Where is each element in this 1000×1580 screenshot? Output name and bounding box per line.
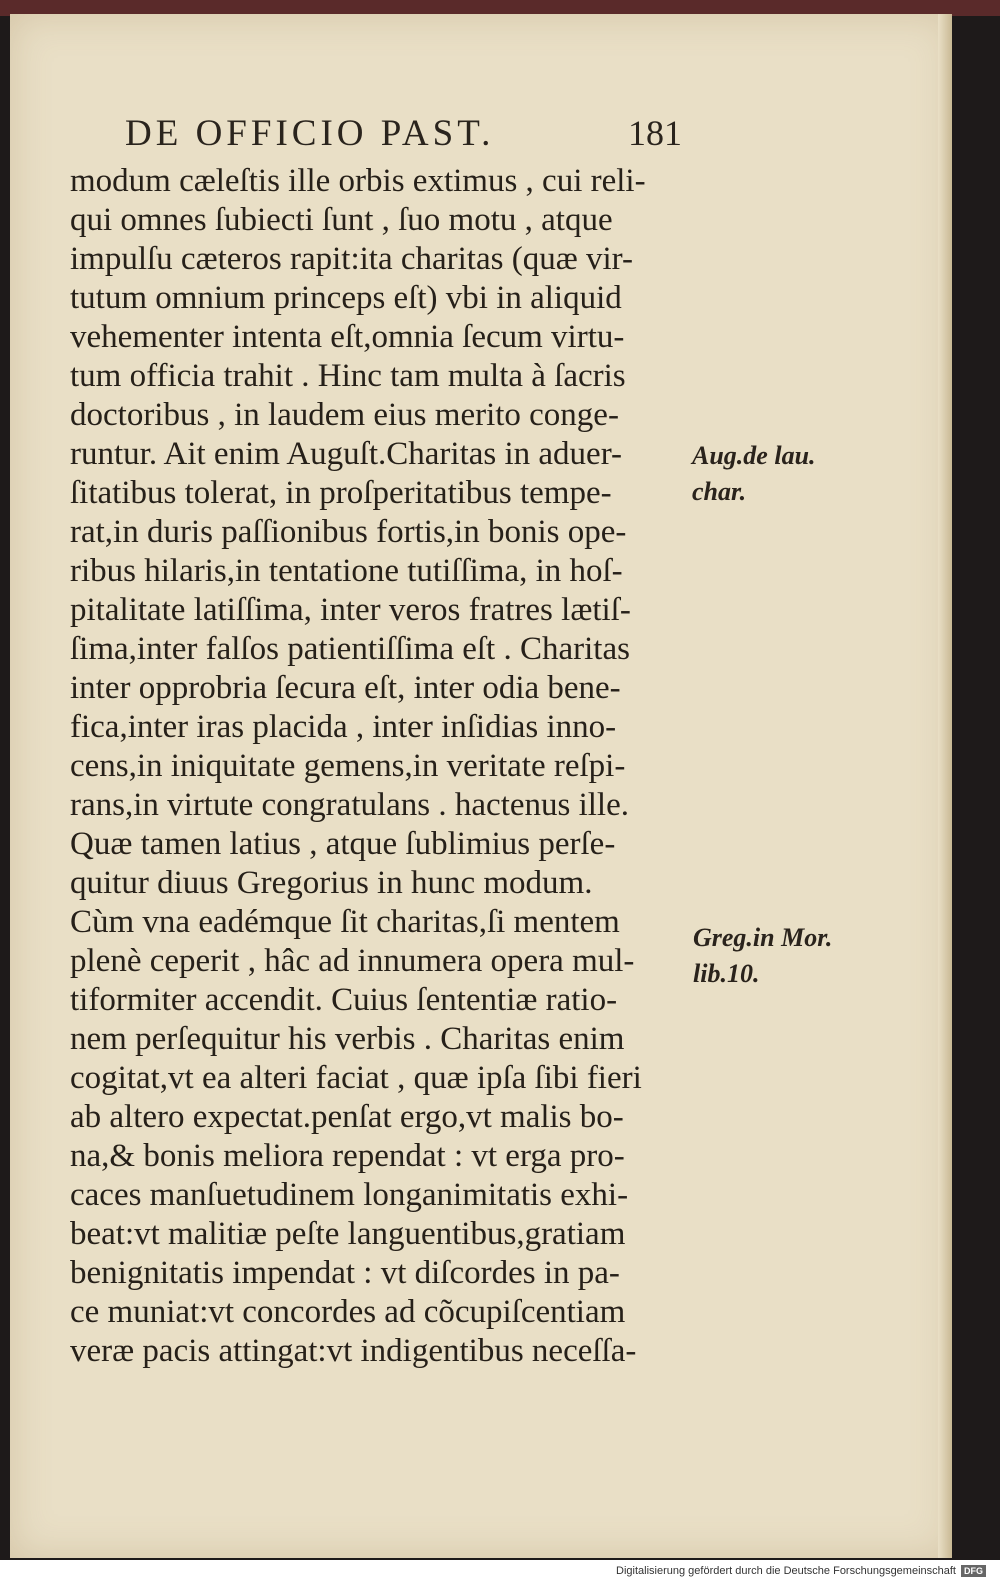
text-line: rat,in duris paſſionibus fortis,in bonis ope- — [70, 514, 627, 550]
page-number: 181 — [628, 113, 682, 153]
text-line: veræ pacis attingat:vt indigentibus neceſſa- — [70, 1333, 637, 1369]
text-line: ce muniat:vt concordes ad cõcupiſcentiam — [70, 1294, 626, 1330]
text-line: benignitatis impendat : vt diſcordes in pa- — [70, 1255, 620, 1291]
text-line: beat:vt malitiæ peſte languentibus,gratiam — [70, 1216, 626, 1252]
text-line: tutum omnium princeps eſt) vbi in aliquid — [70, 280, 622, 316]
text-line: tum officia trahit . Hinc tam multa à ſacris — [70, 358, 626, 394]
text-line: na,& bonis meliora rependat : vt erga pro- — [70, 1138, 625, 1174]
footer — [0, 1560, 1000, 1580]
margin-note-line: Greg.in Mor. — [693, 923, 833, 952]
text-line: rans,in virtute congratulans . hactenus ille. — [70, 787, 630, 823]
text-line: Quæ tamen latius , atque ſublimius perſe- — [70, 826, 616, 862]
running-title: DE OFFICIO PAST. — [125, 113, 495, 154]
dfg-logo: DFG — [961, 1565, 986, 1577]
text-line: ſitatibus tolerat, in proſperitatibus tempe- — [70, 475, 612, 511]
text-line: runtur. Ait enim Auguſt.Charitas in aduer- — [70, 436, 623, 472]
text-line: ribus hilaris,in tentatione tutiſſima, in hoſ- — [70, 553, 623, 589]
text-line: doctoribus , in laudem eius merito conge- — [70, 397, 619, 433]
text-line: fica,inter iras placida , inter inſidias inno- — [70, 709, 617, 745]
body-text — [70, 162, 690, 1371]
text-line: inter opprobria ſecura eſt, inter odia bene- — [70, 670, 621, 706]
text-line: quitur diuus Gregorius in hunc modum. — [70, 865, 593, 901]
text-line: tiformiter accendit. Cuius ſententiæ ratio- — [70, 982, 618, 1018]
text-line: caces manſuetudinem longanimitatis exhi- — [70, 1177, 629, 1213]
text-line: vehementer intenta eſt,omnia ſecum virtu- — [70, 319, 625, 355]
text-line: plenè ceperit , hâc ad innumera opera mul- — [70, 943, 635, 979]
text-line: impulſu cæteros rapit:ita charitas (quæ vir- — [70, 241, 633, 277]
text-line: ſima,inter falſos patientiſſima eſt . Charitas — [70, 631, 630, 667]
text-line: Cùm vna eadémque ſit charitas,ſi mentem — [70, 904, 620, 940]
margin-note-augustine — [692, 438, 816, 510]
margin-note-line: Aug.de lau. — [692, 441, 816, 470]
footer-credit: Digitalisierung gefördert durch die Deutsche Forschungsgemeinschaft — [616, 1565, 956, 1577]
text-line: qui omnes ſubiecti ſunt , ſuo motu , atque — [70, 202, 613, 238]
text-line: cens,in iniquitate gemens,in veritate reſpi- — [70, 748, 626, 784]
margin-note-line: char. — [692, 477, 747, 506]
text-line: modum cæleſtis ille orbis extimus , cui reli- — [70, 163, 646, 199]
text-line: cogitat,vt ea alteri faciat , quæ ipſa ſibi fieri — [70, 1060, 642, 1096]
page-fold-shadow — [938, 14, 952, 1558]
margin-note-gregory — [693, 920, 832, 992]
text-line: nem perſequitur his verbis . Charitas enim — [70, 1021, 625, 1057]
margin-note-line: lib.10. — [693, 959, 760, 988]
text-line: pitalitate latiſſima, inter veros fratres lætiſ- — [70, 592, 631, 628]
text-line: ab altero expectat.penſat ergo,vt malis bo- — [70, 1099, 624, 1135]
